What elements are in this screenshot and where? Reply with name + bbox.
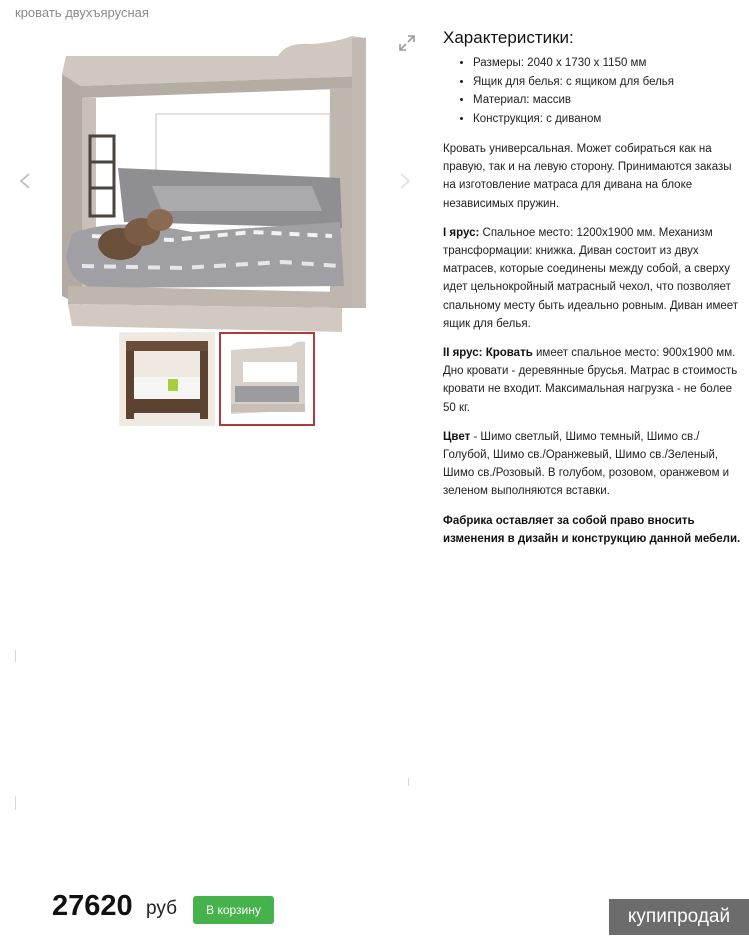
description-tier1 <box>443 224 743 333</box>
thumbnail-1[interactable] <box>119 332 215 426</box>
description-tier2 <box>443 344 743 417</box>
divider <box>15 796 16 810</box>
thumbnail-image-2 <box>221 334 313 424</box>
disclaimer-text: Фабрика оставляет за собой право вносить изменения в дизайн и конструкцию данной мебели. <box>443 514 741 545</box>
description-intro: Кровать универсальная. Может собираться как на правую, так и на левую сторону. Принимаются заказы на изготовление матраса для дивана на блоке независимых пружин. <box>443 143 732 210</box>
main-product-photo[interactable] <box>52 36 370 336</box>
spec-item: • Конструкция: с диваном <box>473 110 743 129</box>
specs-list <box>443 54 743 128</box>
divider <box>408 778 409 786</box>
expand-photo-button[interactable] <box>398 34 416 52</box>
chevron-right-icon <box>398 172 412 190</box>
gallery-next-arrow[interactable] <box>398 172 412 194</box>
thumbnail-2[interactable] <box>219 332 315 426</box>
thumbnail-image-1 <box>120 333 214 425</box>
breadcrumb[interactable]: кровать двухъярусная <box>15 5 149 20</box>
gallery-prev-arrow[interactable] <box>18 172 32 194</box>
add-to-cart-button[interactable]: В корзину <box>193 896 274 924</box>
specifications <box>443 28 743 128</box>
specs-title: Характеристики: <box>443 28 574 47</box>
product-gallery <box>0 22 420 442</box>
spec-item: • Материал: массив <box>473 91 743 110</box>
product-description <box>443 140 743 559</box>
chevron-left-icon <box>18 172 32 190</box>
description-color <box>443 428 743 501</box>
price: 27620 <box>52 890 133 922</box>
watermark-logo: купипродай <box>609 899 749 935</box>
tier1-label: I ярус: <box>443 226 480 239</box>
spec-item: • Ящик для белья: с ящиком для белья <box>473 73 743 92</box>
color-label: Цвет <box>443 430 471 443</box>
divider <box>15 650 16 662</box>
spec-item: • Размеры: 2040 х 1730 х 1150 мм <box>473 54 743 73</box>
currency: руб <box>146 898 177 919</box>
tier2-label: II ярус: Кровать <box>443 347 533 360</box>
color-text: - Шимо светлый, Шимо темный, Шимо св./Голубой, Шимо св./Оранжевый, Шимо св./Зеленый, Шимо св./Розовый. В голубом, розовом, оранжевом и зеленом выполняются вставки. <box>443 430 730 498</box>
description-disclaimer <box>443 512 743 548</box>
tier2-text: имеет спальное место: 900x1900 мм. Дно кровати - деревянные брусья. Матрас в стоимость кровати не входит. Максимальная нагрузка - не более 50 кг. <box>443 347 738 414</box>
tier1-text: Спальное место: 1200x1900 мм. Механизм трансформации: книжка. Диван состоит из двух матрасев, которые соединены между собой, а сверху идет цельнокройный матрасный чехол, что позволяет спальному месту быть идеально ровным. Диван имеет ящик для белья. <box>443 226 739 330</box>
expand-icon <box>398 34 416 52</box>
